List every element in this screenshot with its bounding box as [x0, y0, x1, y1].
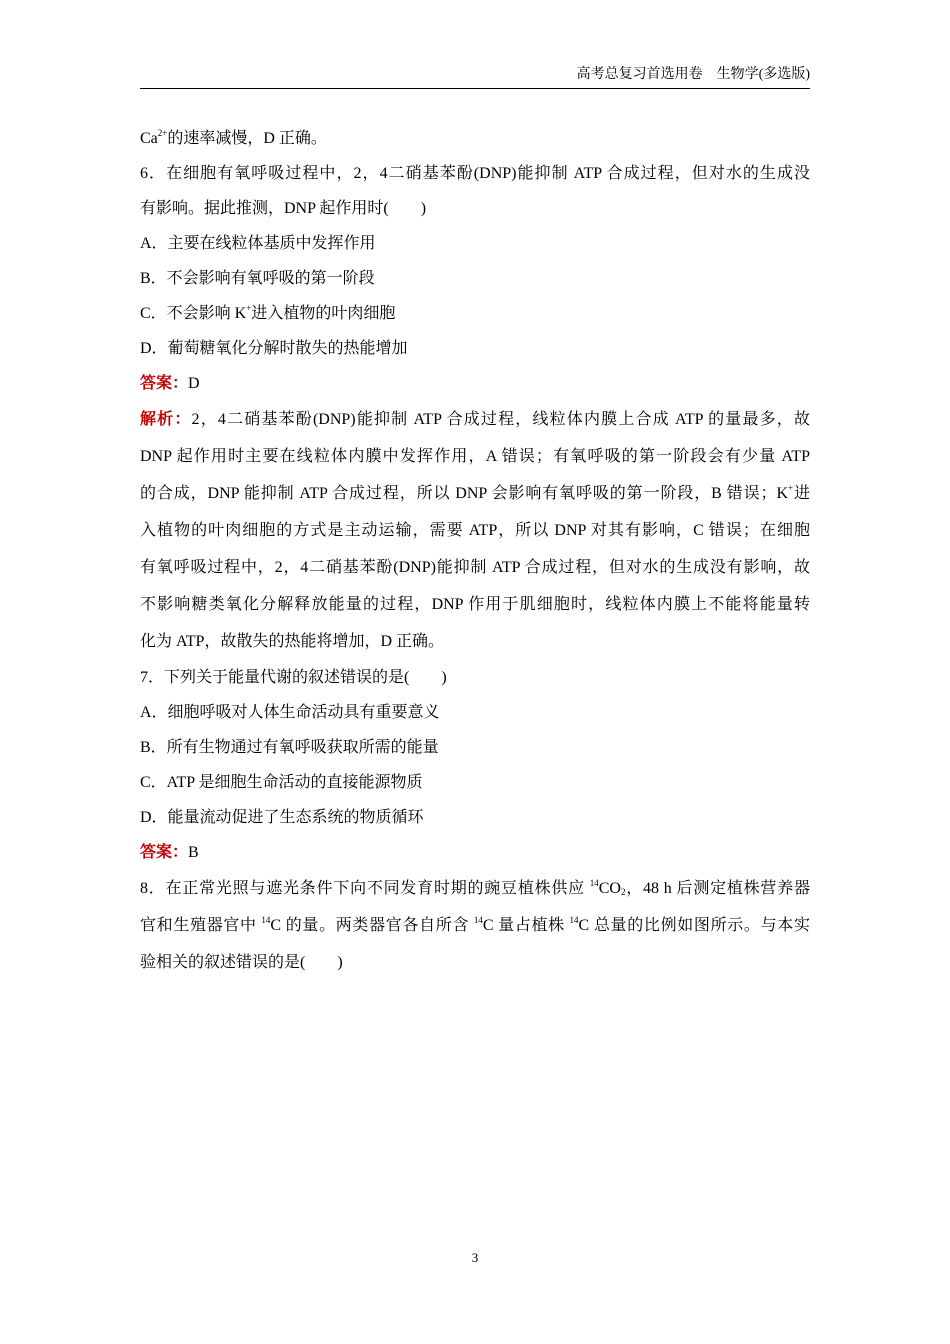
question-6-option-d: D．葡萄糖氧化分解时散失的热能增加 [140, 340, 408, 357]
question-8-stem-line-2: 官和生殖器官中 $^{14}$C 的量。两类器官各自所含 $^{14}$C 量占植株 $^{14}$C 总量的比例如图所示。与本实 [140, 915, 810, 934]
question-6-explanation-line-7: 化为 ATP，故散失的热能将增加，D 正确。 [140, 633, 445, 650]
page-header [140, 66, 810, 89]
question-6-answer [140, 366, 810, 401]
question-7-answer [140, 835, 810, 870]
answer-value: B [188, 844, 199, 861]
question-6-explanation-line-3: 的合成，DNP 能抑制 ATP 合成过程，所以 DNP 会影响有氧呼吸的第一阶段，B 错误；K+进 [140, 483, 810, 502]
question-6-explanation-line-2: DNP 起作用时主要在线粒体内膜中发挥作用，A 错误；有氧呼吸的第一阶段会有少量 ATP [140, 448, 810, 465]
question-7-option-a: A．细胞呼吸对人体生命活动具有重要意义 [140, 704, 440, 721]
page-number: 3 [471, 1250, 479, 1265]
question-6-option-b: B．不会影响有氧呼吸的第一阶段 [140, 270, 375, 287]
explanation-label: 解析： [140, 411, 192, 428]
question-6-stem-line-1: 6．在细胞有氧呼吸过程中，2，4二硝基苯酚(DNP)能抑制 ATP 合成过程，但对水的生成没 [140, 165, 810, 182]
question-7-option-c: C．ATP 是细胞生命活动的直接能源物质 [140, 774, 423, 791]
question-8-stem-line-1: 8．在正常光照与遮光条件下向不同发育时期的豌豆植株供应 $^{14}CO_2$，48 h 后测定植株营养器 [140, 878, 810, 897]
question-6-explanation-line-1: 解析：2，4二硝基苯酚(DNP)能抑制 ATP 合成过程，线粒体内膜上合成 ATP 的量最多，故 [140, 411, 810, 428]
answer-value: D [188, 375, 200, 392]
document-body [140, 121, 810, 981]
question-6-explanation-line-5: 有氧呼吸过程中，2，4二硝基苯酚(DNP)能抑制 ATP 合成过程，但对水的生成没有影响，故 [140, 559, 810, 576]
header-title: 高考总复习首选用卷 生物学(多选版) [576, 67, 810, 82]
question-7-option-b: B．所有生物通过有氧呼吸获取所需的能量 [140, 739, 439, 756]
question-6-stem-line-2: 有影响。据此推测，DNP 起作用时( ) [140, 200, 427, 217]
question-6-option-a: A．主要在线粒体基质中发挥作用 [140, 235, 376, 252]
question-7-option-d: D．能量流动促进了生态系统的物质循环 [140, 809, 424, 826]
question-6-explanation-line-6: 不影响糖类氧化分解释放能量的过程，DNP 作用于肌细胞时，线粒体内膜上不能将能量转 [140, 596, 810, 613]
answer-label: 答案： [140, 844, 189, 861]
question-6-explanation-line-4: 入植物的叶肉细胞的方式是主动运输，需要 ATP，所以 DNP 对其有影响，C 错误；在细胞 [140, 522, 810, 539]
answer-label: 答案： [140, 375, 189, 392]
question-8-stem-line-3: 验相关的叙述错误的是( ) [140, 954, 343, 971]
continued-text-line: $Ca^{2+}$的速率减慢，D 正确。 [140, 128, 327, 147]
question-7-stem: 7．下列关于能量代谢的叙述错误的是( ) [140, 669, 447, 686]
question-6-option-c: C．不会影响 K+进入植物的叶肉细胞 [140, 303, 396, 322]
